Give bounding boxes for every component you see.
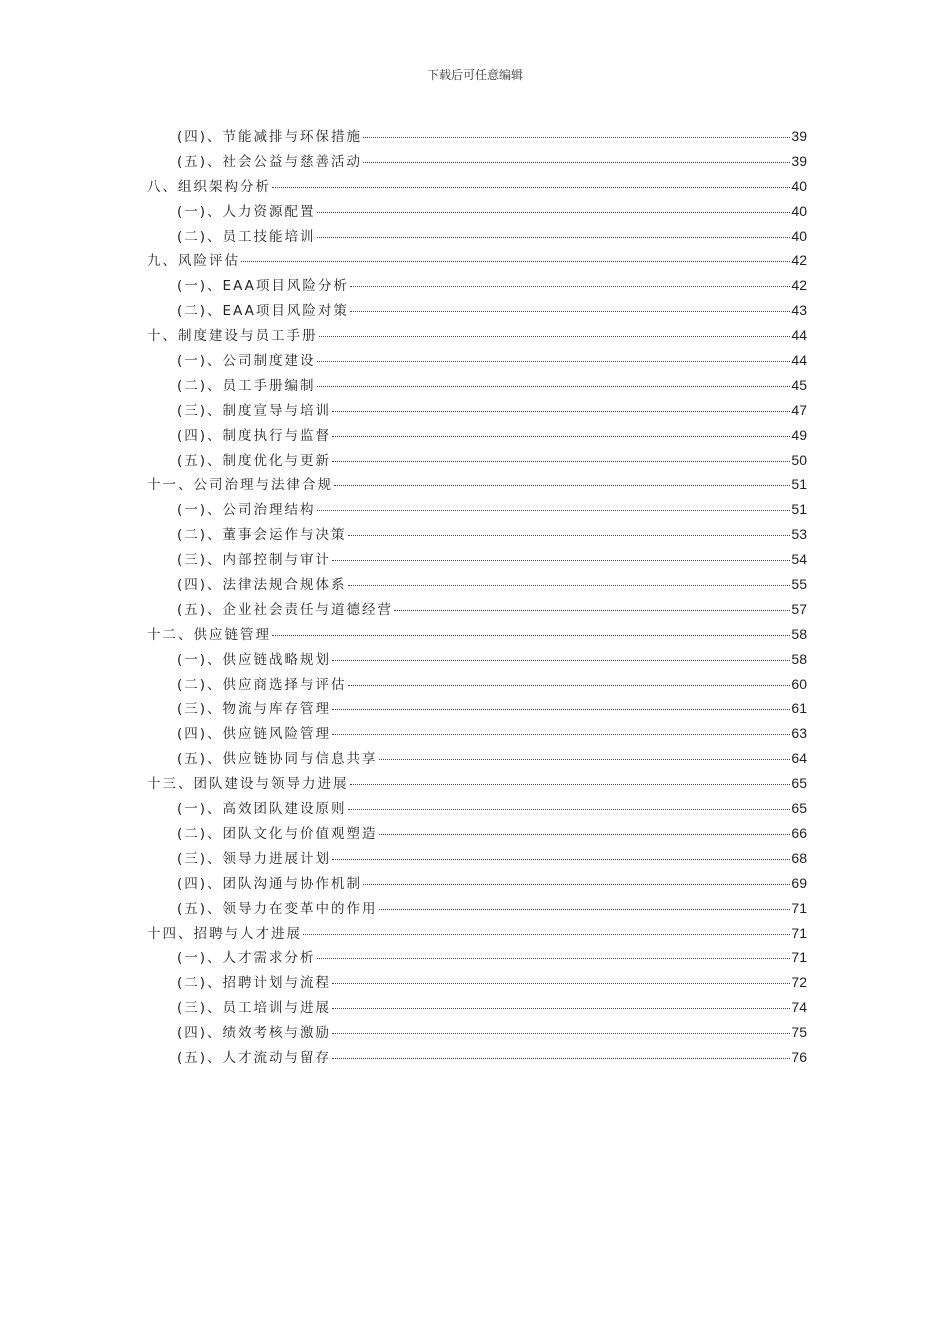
toc-dot-leader (350, 311, 791, 312)
toc-page-number: 69 (791, 874, 807, 891)
toc-section-entry[interactable] (147, 672, 807, 697)
toc-page-number: 39 (791, 152, 807, 169)
toc-dot-leader (332, 983, 790, 984)
toc-section-entry[interactable] (147, 522, 807, 547)
toc-page-number: 72 (791, 974, 807, 991)
toc-page-number: 71 (791, 924, 807, 941)
toc-section-entry[interactable] (147, 423, 807, 448)
toc-page-number: 53 (791, 526, 807, 543)
toc-section-entry[interactable] (147, 796, 807, 821)
toc-page-number: 50 (791, 451, 807, 468)
toc-dot-leader (379, 759, 791, 760)
toc-section-entry[interactable] (147, 273, 807, 298)
toc-chapter-entry[interactable] (147, 323, 807, 348)
toc-section-entry[interactable] (147, 149, 807, 174)
toc-page-number: 58 (791, 650, 807, 667)
toc-page-number: 40 (791, 177, 807, 194)
toc-entry-title: 八、组织架构分析 (147, 178, 271, 195)
toc-page-number: 66 (791, 824, 807, 841)
toc-entry-title: (五)、企业社会责任与道德经营 (177, 601, 394, 618)
toc-entry-title: 十二、供应链管理 (147, 626, 271, 643)
toc-dot-leader (348, 809, 791, 810)
toc-section-entry[interactable] (147, 970, 807, 995)
toc-page-number: 74 (791, 999, 807, 1016)
toc-entry-title: (四)、团队沟通与协作机制 (177, 875, 363, 892)
toc-dot-leader (303, 934, 790, 935)
toc-page-number: 40 (791, 227, 807, 244)
toc-page-number: 76 (791, 1048, 807, 1065)
toc-dot-leader (348, 585, 791, 586)
toc-dot-leader (332, 859, 790, 860)
toc-section-entry[interactable] (147, 1020, 807, 1045)
toc-dot-leader (319, 336, 791, 337)
toc-dot-leader (334, 485, 790, 486)
toc-dot-leader (348, 685, 791, 686)
toc-entry-title: (四)、法律法规合规体系 (177, 577, 347, 594)
toc-entry-title: (四)、供应链风险管理 (177, 726, 332, 743)
toc-entry-title: (一)、公司治理结构 (177, 502, 316, 519)
toc-chapter-entry[interactable] (147, 921, 807, 946)
toc-page-number: 71 (791, 949, 807, 966)
toc-dot-leader (350, 286, 791, 287)
toc-dot-leader (272, 635, 790, 636)
toc-dot-leader (332, 411, 790, 412)
toc-entry-title: (一)、人力资源配置 (177, 203, 316, 220)
toc-entry-title: (二)、供应商选择与评估 (177, 676, 347, 693)
toc-page-number: 47 (791, 401, 807, 418)
toc-dot-leader (348, 535, 791, 536)
toc-entry-title: (二)、团队文化与价值观塑造 (177, 825, 378, 842)
toc-page-number: 44 (791, 352, 807, 369)
toc-dot-leader (332, 660, 790, 661)
toc-dot-leader (332, 1033, 790, 1034)
toc-page-number: 43 (791, 302, 807, 319)
toc-page-number: 51 (791, 476, 807, 493)
toc-entry-title: 十、制度建设与员工手册 (147, 328, 318, 345)
toc-page-number: 64 (791, 750, 807, 767)
toc-page-number: 55 (791, 576, 807, 593)
toc-entry-title: (三)、领导力进展计划 (177, 850, 332, 867)
toc-entry-title: (四)、节能减排与环保措施 (177, 129, 363, 145)
toc-page-number: 75 (791, 1024, 807, 1041)
toc-section-entry[interactable] (147, 224, 807, 249)
toc-dot-leader (317, 212, 791, 213)
toc-entry-title: 十三、团队建设与领导力进展 (147, 776, 349, 793)
toc-section-entry[interactable] (147, 721, 807, 746)
toc-dot-leader (379, 909, 791, 910)
toc-entry-title: (五)、社会公益与慈善活动 (177, 153, 363, 170)
toc-dot-leader (332, 1008, 790, 1009)
toc-entry-title: 十一、公司治理与法律合规 (147, 477, 333, 494)
toc-dot-leader (332, 734, 790, 735)
toc-chapter-entry[interactable] (147, 771, 807, 796)
toc-dot-leader (363, 162, 790, 163)
toc-dot-leader (394, 610, 790, 611)
toc-entry-title: (五)、人才流动与留存 (177, 1049, 332, 1066)
toc-page-number: 58 (791, 625, 807, 642)
toc-dot-leader (332, 1058, 790, 1059)
toc-section-entry[interactable] (147, 124, 807, 149)
toc-entry-title: (一)、人才需求分析 (177, 950, 316, 967)
toc-entry-title: (三)、内部控制与审计 (177, 552, 332, 569)
toc-page-number: 42 (791, 277, 807, 294)
toc-section-entry[interactable] (147, 199, 807, 224)
toc-page-number: 42 (791, 252, 807, 269)
toc-entry-title: (一)、公司制度建设 (177, 353, 316, 370)
page-header: 下载后可任意编辑 (426, 68, 523, 82)
toc-section-entry[interactable] (147, 348, 807, 373)
toc-dot-leader (272, 187, 790, 188)
toc-page-number: 65 (791, 775, 807, 792)
toc-entry-title: (五)、领导力在变革中的作用 (177, 900, 378, 917)
toc-page-number: 68 (791, 849, 807, 866)
toc-entry-title: (五)、供应链协同与信息共享 (177, 751, 378, 768)
toc-page-number: 44 (791, 327, 807, 344)
toc-dot-leader (332, 560, 790, 561)
toc-entry-title: (二)、员工手册编制 (177, 377, 316, 394)
toc-page-number: 61 (791, 700, 807, 717)
toc-dot-leader (332, 709, 790, 710)
toc-section-entry[interactable] (147, 1045, 807, 1070)
toc-section-entry[interactable] (147, 448, 807, 473)
toc-entry-title: (三)、制度宣导与培训 (177, 402, 332, 419)
toc-section-entry[interactable] (147, 373, 807, 398)
toc-section-entry[interactable] (147, 597, 807, 622)
toc-entry-title: (一)、供应链战略规划 (177, 651, 332, 668)
toc-entry-title: (一)、高效团队建设原则 (177, 801, 347, 818)
toc-dot-leader (241, 261, 790, 262)
toc-dot-leader (317, 237, 791, 238)
toc-chapter-entry[interactable] (147, 472, 807, 497)
toc-page-number: 51 (791, 501, 807, 518)
toc-page-number: 57 (791, 600, 807, 617)
toc-page-number: 65 (791, 800, 807, 817)
toc-entry-title: 十四、招聘与人才进展 (147, 925, 302, 942)
toc-section-entry[interactable] (147, 846, 807, 871)
toc-section-entry[interactable] (147, 647, 807, 672)
toc-page-number: 49 (791, 426, 807, 443)
toc-section-entry[interactable] (147, 572, 807, 597)
toc-dot-leader (363, 884, 790, 885)
toc-page-number: 71 (791, 899, 807, 916)
toc-dot-leader (317, 958, 791, 959)
toc-dot-leader (332, 461, 790, 462)
toc-section-entry[interactable] (147, 821, 807, 846)
toc-entry-title: (三)、物流与库存管理 (177, 701, 332, 718)
toc-section-entry[interactable] (147, 871, 807, 896)
toc-entry-title: (二)、招聘计划与流程 (177, 975, 332, 992)
toc-section-entry[interactable] (147, 945, 807, 970)
toc-section-entry[interactable] (147, 896, 807, 921)
toc-section-entry[interactable] (147, 298, 807, 323)
toc-entry-title: (二)、员工技能培训 (177, 228, 316, 245)
table-of-contents (147, 124, 807, 1070)
toc-page-number: 54 (791, 551, 807, 568)
toc-chapter-entry[interactable] (147, 622, 807, 647)
toc-entry-title: (三)、员工培训与进展 (177, 1000, 332, 1017)
toc-dot-leader (317, 386, 791, 387)
toc-section-entry[interactable] (147, 497, 807, 522)
toc-dot-leader (317, 510, 791, 511)
toc-section-entry[interactable] (147, 547, 807, 572)
toc-dot-leader (350, 784, 791, 785)
toc-entry-title: (一)、EAA项目风险分析 (177, 278, 349, 295)
toc-page-number: 63 (791, 725, 807, 742)
toc-section-entry[interactable] (147, 696, 807, 721)
toc-entry-title: (二)、董事会运作与决策 (177, 527, 347, 544)
toc-dot-leader (317, 361, 791, 362)
toc-page-number: 39 (791, 128, 807, 144)
toc-section-entry[interactable] (147, 995, 807, 1020)
toc-dot-leader (332, 436, 790, 437)
toc-entry-title: (四)、绩效考核与激励 (177, 1025, 332, 1042)
toc-entry-title: (二)、EAA项目风险对策 (177, 303, 349, 320)
toc-page-number: 40 (791, 202, 807, 219)
toc-dot-leader (379, 834, 791, 835)
toc-page-number: 45 (791, 376, 807, 393)
toc-entry-title: (四)、制度执行与监督 (177, 427, 332, 444)
toc-page-number: 60 (791, 675, 807, 692)
toc-dot-leader (363, 137, 790, 138)
toc-chapter-entry[interactable] (147, 174, 807, 199)
toc-section-entry[interactable] (147, 398, 807, 423)
toc-entry-title: 九、风险评估 (147, 253, 240, 270)
toc-section-entry[interactable] (147, 746, 807, 771)
toc-chapter-entry[interactable] (147, 248, 807, 273)
toc-entry-title: (五)、制度优化与更新 (177, 452, 332, 469)
